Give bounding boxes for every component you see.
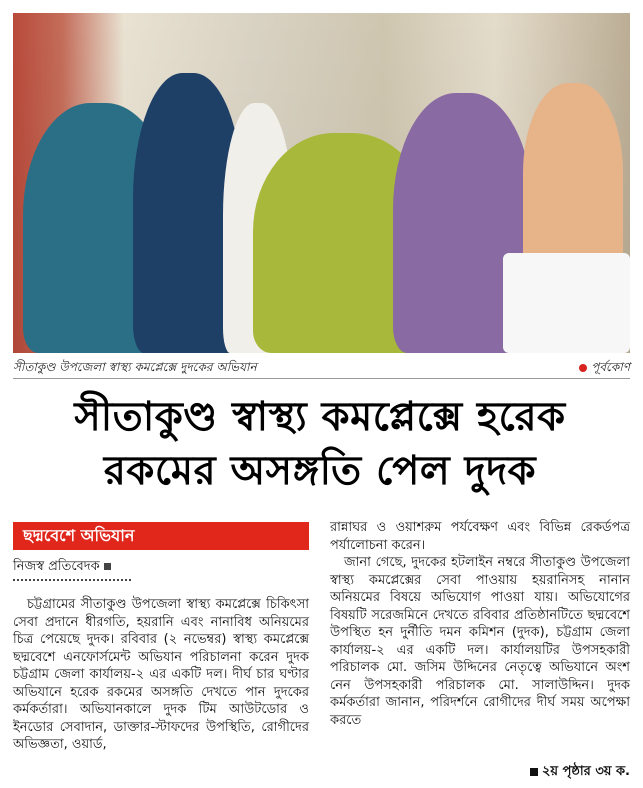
article-paragraph: চট্টগ্রামের সীতাকুণ্ড উপজেলা স্বাস্থ্য কমপ্লেক্সে চিকিৎসা সেবা প্রদানে ধীরগতি, হয়রানি এবং নানাবিধ অনিয়মের চিত্র পেয়েছে দুদক। রবিবার (২ নভেম্বর) স্বাস্থ্য কমপ্লেক্সে ছদ্মবেশে এনফোর্সমেন্ট অভিযান পরিচালনা করেন দুদক চট্টগ্রাম জেলা কার্যালয়-২ এর একটি দল। দীর্ঘ চার ঘণ্টার অভিযানে হরেক রকমের অসঙ্গতি দেখতে পান দুদকের কর্মকর্তারা। অভিযানকালে দুদক টিম আউটডোর ও ইনডোর সেবাদান, ডাক্তার-স্টাফদের উপস্থিতি, রোগীদের অভিজ্ঞতা, ওয়ার্ড, bbox=[13, 597, 309, 752]
dotted-divider bbox=[13, 579, 131, 581]
byline bbox=[13, 557, 309, 578]
article-paragraph: রান্নাঘর ও ওয়াশরুম পর্যবেক্ষণ এবং বিভিন্ন রেকর্ডপত্র পর্যালোচনা করেন। bbox=[330, 520, 630, 553]
section-tag: ছদ্মবেশে অভিযান bbox=[13, 522, 309, 550]
headline bbox=[10, 390, 630, 498]
continued-marker bbox=[530, 762, 630, 783]
headline-line-1: সীতাকুণ্ড স্বাস্থ্য কমপ্লেক্সে হরেক bbox=[74, 393, 566, 440]
article-paragraph: জানা গেছে, দুদকের হটলাইন নম্বরে সীতাকুণ্ড উপজেলা স্বাস্থ্য কমপ্লেক্সের সেবা পাওয়ায় হয়রানিসহ নানান অনিয়মের বিষয়ে অভিযোগ পাওয়া যায়। অভিযোগের বিষয়টি সরেজমিনে দেখতে রবিবার প্রতিষ্ঠানটিতে ছদ্মবেশে উপস্থিত হন দুর্নীতি দমন কমিশন (দুদক), চট্টগ্রাম জেলা কার্যালয়-২ এর একটি দল। কার্যালয়টির উপসহকারী পরিচালক মো. জসিম উদ্দিনের নেতৃত্বে অভিযানে অংশ নেন উপসহকারী পরিচালক মো. সালাউদ্দিন। দুদক কর্মকর্তারা জানান, পরিদর্শনে রোগীদের দীর্ঘ সময় অপেক্ষা করতে bbox=[330, 555, 630, 728]
photo-bed bbox=[503, 253, 630, 353]
article-column-1 bbox=[13, 596, 309, 754]
continue-square-icon bbox=[530, 768, 538, 776]
article-column-2 bbox=[330, 519, 630, 729]
photo-credit bbox=[579, 359, 630, 379]
byline-text: নিজস্ব প্রতিবেদক bbox=[13, 559, 100, 574]
credit-dot-icon bbox=[579, 364, 587, 372]
photo-credit-text: পূর্বকোণ bbox=[591, 360, 630, 374]
photo-caption-row bbox=[13, 358, 630, 379]
byline-square-icon bbox=[104, 563, 111, 570]
photo-caption: সীতাকুণ্ড উপজেলা স্বাস্থ্য কমপ্লেক্সে দুদকের অভিযান bbox=[13, 360, 257, 374]
continued-text: ২য় পৃষ্ঠার ৩য় ক. bbox=[541, 764, 630, 779]
news-photo bbox=[13, 13, 630, 353]
headline-line-2: রকমের অসঙ্গতি পেল দুদক bbox=[103, 447, 537, 494]
